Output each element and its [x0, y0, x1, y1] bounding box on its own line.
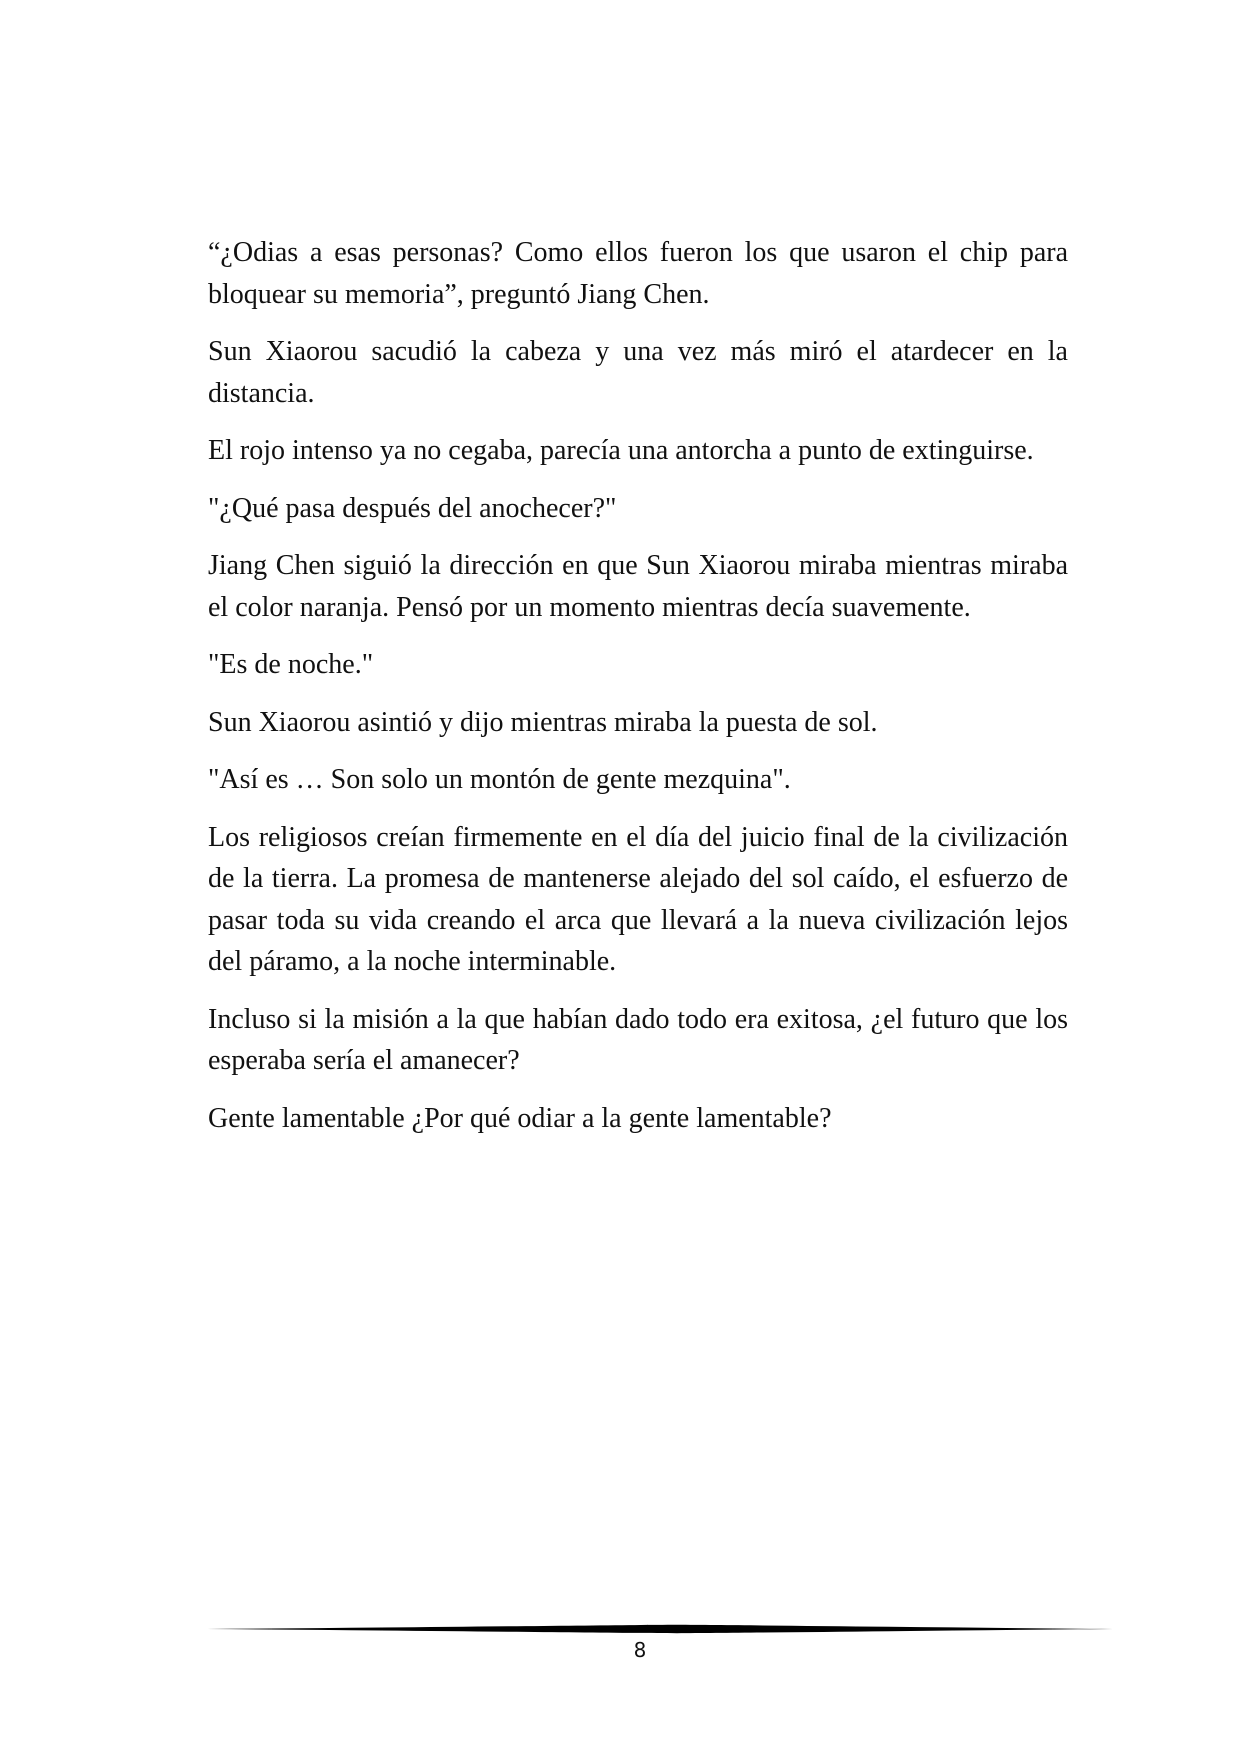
paragraph-4: "¿Qué pasa después del anochecer?" — [208, 492, 617, 524]
paragraph-2: Sun Xiaorou sacudió la cabeza y una vez más miró el atardecer en la distancia. — [208, 336, 1068, 409]
paragraph-6: "Es de noche." — [208, 649, 374, 680]
paragraph-5: Jiang Chen siguió la dirección en que Sun Xiaorou miraba mientras miraba el color naranja. Pensó por un momento mientras decía suavemente. — [208, 550, 1068, 623]
paragraph-7: Sun Xiaorou asintió y dijo mientras miraba la puesta de sol. — [208, 706, 878, 738]
paragraph-10: Incluso si la misión a la que habían dado todo era exitosa, ¿el futuro que los esperaba sería el amanecer? — [208, 1003, 1068, 1076]
page-number: 8 — [633, 1638, 647, 1662]
footer-divider — [207, 1622, 1113, 1636]
paragraph-9: Los religiosos creían firmemente en el día del juicio final de la civilización de la tierra. La promesa de mantenerse alejado del sol caído, el esfuerzo de pasar toda su vida creando el arca que llevará a la nueva civilización lejos del páramo, a la noche interminable. — [208, 821, 1068, 977]
body-text — [208, 232, 1068, 1155]
paragraph-3: El rojo intenso ya no cegaba, parecía una antorcha a punto de extinguirse. — [208, 435, 1034, 466]
paragraph-8: "Así es … Son solo un montón de gente mezquina". — [208, 764, 791, 795]
paragraph-11: Gente lamentable ¿Por qué odiar a la gente lamentable? — [208, 1102, 832, 1134]
paragraph-1: “¿Odias a esas personas? Como ellos fueron los que usaron el chip para bloquear su memoria”, preguntó Jiang Chen. — [208, 237, 1068, 310]
